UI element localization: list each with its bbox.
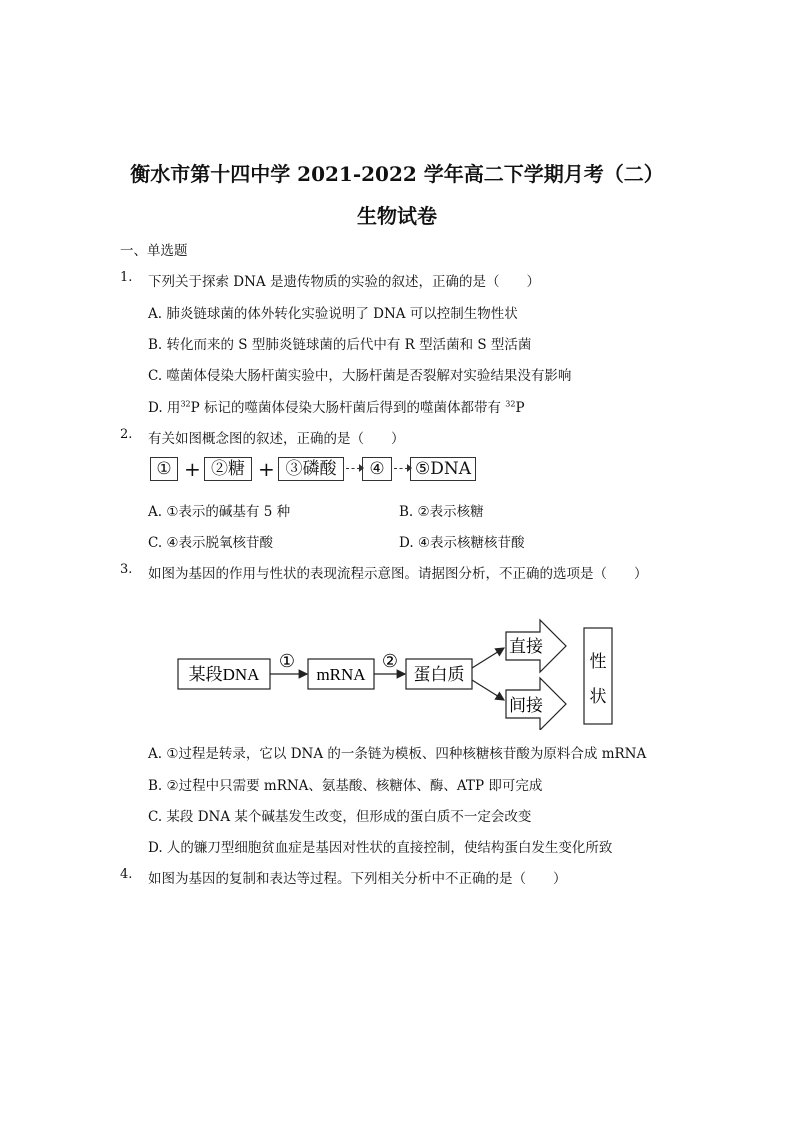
concept-box-3: ③磷酸 xyxy=(278,457,344,481)
concept-box-5: ⑤DNA xyxy=(410,457,476,481)
trait-label-2: 状 xyxy=(589,687,607,707)
trait-box xyxy=(584,628,612,724)
dna-label: 某段DNA xyxy=(188,665,260,684)
option-d: D. ④表示核糖核苷酸 xyxy=(399,535,525,551)
concept-box-2: ②糖 xyxy=(204,457,252,481)
option-b: B. ②表示核糖 xyxy=(399,504,484,520)
protein-box xyxy=(406,659,472,689)
question-stem: 如图为基因的作用与性状的表现流程示意图。请据图分析，不正确的选项是（ ） xyxy=(148,566,648,582)
plus-sign: + xyxy=(184,457,201,481)
title-line-1: 衡水市第十四中学 2021-2022 学年高二下学期月考（二） xyxy=(130,162,664,186)
trait-label-1: 性 xyxy=(589,652,607,672)
option-a: A. ①过程是转录，它以 DNA 的一条链为模板、四种核糖核苷酸为原料合成 mRNA xyxy=(148,746,647,762)
direct-label: 直接 xyxy=(509,637,543,657)
question-number: 1. xyxy=(120,270,133,285)
option-d-post: P xyxy=(515,400,525,416)
option-d-mid: P 标记的噬菌体侵染大肠杆菌后得到的噬菌体都带有 xyxy=(190,400,501,416)
option-c: C. 某段 DNA 某个碱基发生改变，但形成的蛋白质不一定会改变 xyxy=(148,809,532,825)
question-stem: 如图为基因的复制和表达等过程。下列相关分析中不正确的是（ ） xyxy=(148,871,567,887)
option-a: A. 肺炎链球菌的体外转化实验说明了 DNA 可以控制生物性状 xyxy=(148,306,518,322)
title-line-2: 生物试卷 xyxy=(357,204,437,228)
arrow-up xyxy=(472,648,504,668)
protein-label: 蛋白质 xyxy=(413,665,465,685)
question-stem: 有关如图概念图的叙述，正确的是（ ） xyxy=(148,431,405,447)
concept-box-4: ④ xyxy=(362,457,392,481)
option-c: C. 噬菌体侵染大肠杆菌实验中，大肠杆菌是否裂解对实验结果没有影响 xyxy=(148,368,572,384)
option-d-pre: D. 用 xyxy=(148,400,181,416)
mrna-label: mRNA xyxy=(316,665,366,684)
option-c: C. ④表示脱氧核苷酸 xyxy=(148,535,274,551)
arrow xyxy=(346,468,360,470)
concept-diagram xyxy=(150,457,480,485)
question-number: 2. xyxy=(120,427,133,442)
question-stem: 下列关于探索 DNA 是遗传物质的实验的叙述，正确的是（ ） xyxy=(148,274,540,290)
option-b: B. ②过程中只需要 mRNA、氨基酸、核糖体、酶、ATP 即可完成 xyxy=(148,778,543,794)
step-1-label: ① xyxy=(278,651,296,672)
direct-arrow-block xyxy=(506,620,566,672)
option-d: D. 人的镰刀型细胞贫血症是基因对性状的直接控制，使结构蛋白发生变化所致 xyxy=(148,840,613,856)
question-number: 3. xyxy=(120,562,133,577)
option-a: A. ①表示的碱基有 5 种 xyxy=(148,504,291,520)
gene-expression-diagram xyxy=(170,612,630,730)
superscript: 32 xyxy=(180,399,191,409)
concept-box-1: ① xyxy=(150,457,178,481)
plus-sign: + xyxy=(258,457,275,481)
dna-box xyxy=(178,659,270,689)
arrow xyxy=(394,468,408,470)
arrow-down xyxy=(472,680,504,700)
option-d xyxy=(148,396,525,416)
step-2-label: ② xyxy=(381,651,399,672)
mrna-box xyxy=(308,659,374,689)
question-number: 4. xyxy=(120,867,133,882)
section-heading: 一、单选题 xyxy=(120,243,188,259)
option-b: B. 转化而来的 S 型肺炎链球菌的后代中有 R 型活菌和 S 型活菌 xyxy=(148,337,532,353)
indirect-arrow-block xyxy=(506,678,566,730)
indirect-label: 间接 xyxy=(509,696,543,716)
superscript: 32 xyxy=(505,399,516,409)
